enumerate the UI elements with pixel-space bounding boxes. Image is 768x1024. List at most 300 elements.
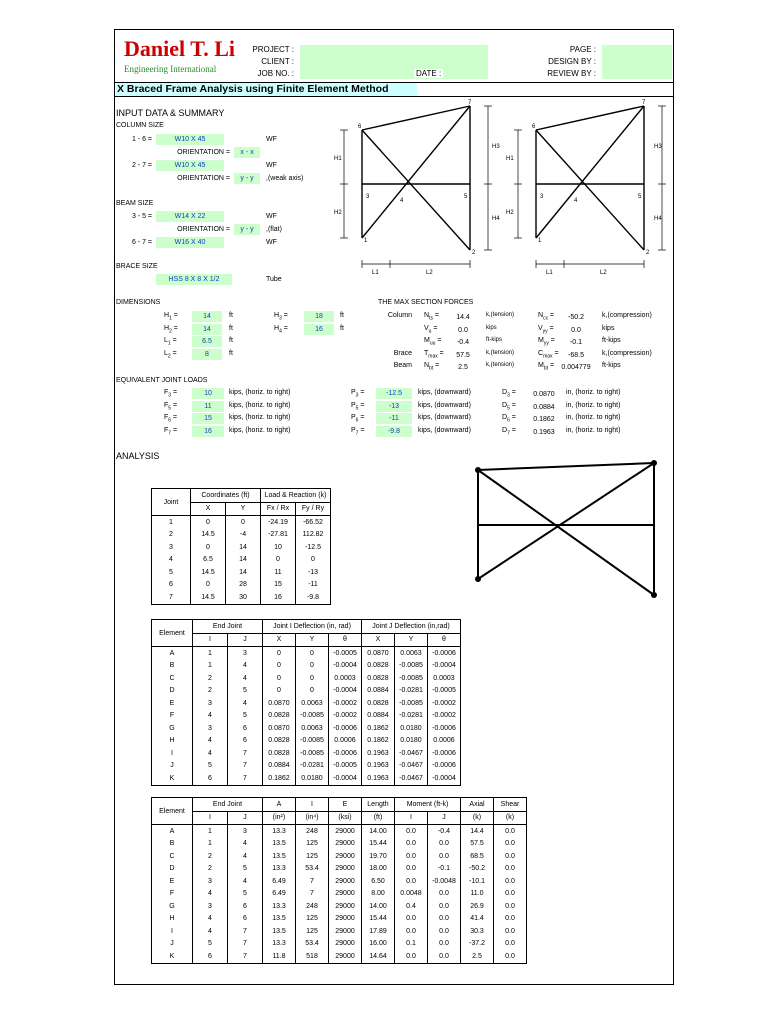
t3-cell-3-1: 2 [193,863,228,876]
joint-coordinates-table [151,488,331,605]
t2-cell-1-1: 1 [193,660,228,673]
t2-cell-8-2: 7 [228,747,263,760]
load-p-unit-0: kips, (downward) [418,389,471,396]
t3-cell-9-5: 29000 [329,938,362,951]
force-value-2-a: -0.4 [456,339,470,346]
t2-cell-9-0: J [152,760,193,773]
t3-cell-5-4: 7 [296,888,329,901]
t3-cell-3-9: -50.2 [461,863,494,876]
t2-cell-6-3: 0.0870 [263,722,296,735]
load-f-unit-0: kips, (horiz. to right) [229,389,291,396]
table-row [152,647,461,660]
t2-cell-3-4: 0 [296,685,329,698]
brace-type: Tube [266,276,282,283]
table-row [152,516,331,529]
load-d-label-0-equals: = [509,389,516,396]
t3-cell-4-6: 6.50 [362,875,395,888]
load-f-label-1 [164,402,177,411]
max-forces-heading: THE MAX SECTION FORCES [378,299,474,306]
table-header-row [152,811,527,825]
load-d-label-2-subscript: 6 [507,417,510,424]
t2-cell-4-4: 0.0063 [296,697,329,710]
diagram-h1-label-b: H1 [506,156,514,162]
t2-cell-0-3: 0 [263,647,296,660]
table-row [152,850,527,863]
diagram-node-1b: 1 [538,238,542,244]
dim-value-1-b[interactable]: 16 [304,324,334,335]
table-row [152,900,527,913]
orientation-3-label: ORIENTATION = [177,226,230,233]
t1-cell-5-0: 6 [152,579,191,592]
date-label: DATE : [416,69,442,78]
t2-cell-10-3: 0.1862 [263,772,296,785]
force-label-0-a-symbol: N [424,312,430,319]
t3-cell-8-6: 17.89 [362,925,395,938]
load-d-label-0-symbol: D [502,389,508,396]
brace-input[interactable]: HSS 8 X 8 X 1/2 [156,274,232,285]
t2-cell-9-1: 5 [193,760,228,773]
t3-cell-5-7: 0.0048 [395,888,428,901]
load-d-value-1: 0.0884 [533,403,555,411]
force-label-1-b-equals: = [547,324,554,332]
force-unit-3-a: k,(tension) [486,349,515,356]
force-label-0-a-subscript: ts [429,315,433,322]
t3-cell-1-8: 0.0 [428,838,461,851]
force-label-2-a [424,337,441,346]
t2-subheader-7: Y [395,633,428,647]
beam-6-7-input[interactable]: W16 X 40 [156,237,224,248]
t3-cell-0-10: 0.0 [494,825,527,838]
column-2-7-orientation[interactable]: y - y [234,173,260,184]
dim-value-3-a[interactable]: 8 [192,349,222,360]
diagram-h3-label: H3 [492,144,500,150]
load-f-label-0-subscript: 3 [168,392,172,399]
force-label-1-a [424,325,438,334]
t2-subheader-3: X [263,633,296,647]
review-by-label: REVIEW BY : [547,69,596,78]
t2-cell-2-2: 4 [228,672,263,685]
force-label-1-a-equals: = [431,324,438,332]
table-row [152,697,461,710]
t2-cell-10-6: 0.1963 [362,772,395,785]
company-name: Daniel T. Li [124,36,236,61]
client-label: CLIENT : [261,57,294,66]
t2-cell-9-8: -0.0006 [428,760,461,773]
dim-value-0-b[interactable]: 18 [304,311,334,322]
load-p-value-3[interactable]: -9.8 [376,426,412,437]
beam-6-7-type: WF [266,239,277,246]
t3-cell-4-3: 6.49 [263,875,296,888]
t2-cell-0-7: 0.0063 [395,647,428,660]
t1-cell-0-2: 0 [226,516,261,529]
force-value-0-b: -50.2 [568,314,584,321]
t1-cell-4-0: 5 [152,566,191,579]
dim-unit-0-a: ft [229,312,233,319]
t2-cell-4-0: E [152,697,193,710]
t2-cell-0-4: 0 [296,647,329,660]
load-f-label-3-subscript: 7 [168,429,172,436]
load-f-label-1-equals: = [171,401,178,409]
load-d-label-3-equals: = [509,426,516,434]
t2-cell-1-8: -0.0004 [428,660,461,673]
t3-cell-9-3: 13.3 [263,938,296,951]
t1-cell-1-3: -27.81 [261,529,296,542]
t3-cell-8-2: 7 [228,925,263,938]
joint-loads-heading: EQUIVALENT JOINT LOADS [116,377,208,384]
t2-cell-9-3: 0.0884 [263,760,296,773]
column-1-6-orientation[interactable]: x - x [234,147,260,158]
force-label-3-a-subscript: max [428,352,438,359]
t3-cell-7-9: 41.4 [461,913,494,926]
load-p-label-2-equals: = [358,414,365,421]
force-label-1-a-symbol: V [424,324,429,332]
t3-cell-10-1: 6 [193,950,228,963]
orientation-1-label: ORIENTATION = [177,149,230,156]
t3-cell-3-0: D [152,863,193,876]
t3-cell-8-5: 29000 [329,925,362,938]
table-header-row [152,798,527,812]
t3-cell-0-7: 0.0 [395,825,428,838]
t2-cell-9-7: -0.0467 [395,760,428,773]
t3-cell-10-7: 0.0 [395,950,428,963]
force-unit-2-a: ft-kips [486,337,503,343]
load-p-label-0 [351,389,365,398]
load-d-value-2: 0.1862 [533,416,555,423]
table-row [152,591,331,604]
force-label-3-a-equals: = [437,349,444,357]
t2-cell-5-5: -0.0002 [329,710,362,723]
load-d-label-3-symbol: D [502,426,508,434]
t3-cell-0-5: 29000 [329,825,362,838]
t1-subheader-4: Fy / Ry [296,502,331,516]
t2-cell-1-2: 4 [228,660,263,673]
load-f-label-1-symbol: F [164,401,169,409]
t2-cell-8-1: 4 [193,747,228,760]
t2-subheader-8: θ [428,633,461,647]
force-label-1-a-subscript: u [428,327,432,334]
t1-cell-6-3: 16 [261,591,296,604]
t1-cell-2-2: 14 [226,541,261,554]
t2-cell-0-2: 3 [228,647,263,660]
t3-cell-6-8: 0.0 [428,900,461,913]
t2-cell-10-5: -0.0004 [329,772,362,785]
t3-cell-6-4: 248 [296,900,329,913]
diagram-l2-label: L2 [426,270,433,276]
force-label-2-a-equals: = [435,337,442,344]
t3-cell-2-10: 0.0 [494,850,527,863]
column-1-6-input[interactable]: W10 X 45 [156,134,224,145]
dim-value-0-a[interactable]: 14 [192,311,222,322]
t3-cell-7-3: 13.5 [263,913,296,926]
diagram-node-1: 1 [364,238,368,244]
t2-cell-3-7: -0.0281 [395,685,428,698]
load-f-label-2-equals: = [171,414,178,421]
t1-cell-0-3: -24.19 [261,516,296,529]
t2-cell-2-3: 0 [263,672,296,685]
t2-cell-10-4: 0.0180 [296,772,329,785]
t2-cell-3-8: -0.0005 [428,685,461,698]
load-d-value-0: 0.0870 [533,391,555,398]
table-row [152,735,461,748]
load-f-value-1[interactable]: 11 [192,401,224,412]
t1-cell-3-2: 14 [226,554,261,567]
t1-header-coords: Coordinates (ft) [191,489,261,503]
load-p-label-0-equals: = [358,389,365,396]
t3-cell-7-1: 4 [193,913,228,926]
force-unit-4-a: k,(tension) [486,362,515,368]
t2-cell-1-7: -0.0085 [395,660,428,673]
t3-cell-0-6: 14.00 [362,825,395,838]
t3-cell-4-0: E [152,875,193,888]
t3-cell-0-9: 14.4 [461,825,494,838]
t3-cell-2-8: 0.0 [428,850,461,863]
t1-cell-2-1: 0 [191,541,226,554]
force-label-3-b-equals: = [552,349,559,357]
load-d-label-2-symbol: D [502,414,508,421]
t2-cell-8-6: 0.1963 [362,747,395,760]
dim-value-1-a[interactable]: 14 [192,324,222,335]
beam-3-5-input[interactable]: W14 X 22 [156,211,224,222]
beam-3-5-orientation[interactable]: y - y [234,224,260,235]
load-d-label-1-symbol: D [502,401,508,409]
t3-cell-5-5: 29000 [329,888,362,901]
diagram-node-5: 5 [464,194,468,200]
load-f-label-2-symbol: F [164,414,169,421]
t1-cell-1-1: 14.5 [191,529,226,542]
dim-label-3-a [164,350,177,359]
force-label-4-a-equals: = [433,362,440,369]
load-f-value-0[interactable]: 10 [192,388,224,399]
t3-cell-10-2: 7 [228,950,263,963]
t3-cell-4-1: 3 [193,875,228,888]
diagram-node-7b: 7 [642,100,646,106]
t2-cell-8-8: -0.0006 [428,747,461,760]
t2-subheader-4: Y [296,633,329,647]
t2-cell-8-0: I [152,747,193,760]
t2-cell-2-0: C [152,672,193,685]
load-d-label-3 [502,427,516,436]
diagram-node-4b: 4 [574,198,578,204]
t2-cell-6-5: -0.0006 [329,722,362,735]
dim-unit-3-a: ft [229,349,233,357]
dim-label-3-a-equals: = [170,349,177,357]
t3-cell-8-9: 30.3 [461,925,494,938]
t2-cell-9-4: -0.0281 [296,760,329,773]
load-f-value-3[interactable]: 16 [192,426,224,437]
load-p-label-0-symbol: P [351,389,356,396]
t2-subheader-2: J [228,633,263,647]
column-2-7-type: WF [266,162,277,169]
t1-cell-3-3: 0 [261,554,296,567]
column-size-heading: COLUMN SIZE [116,122,164,129]
t2-cell-4-8: -0.0002 [428,697,461,710]
t3-cell-6-9: 26.9 [461,900,494,913]
load-f-label-0-symbol: F [164,389,169,396]
t1-cell-4-2: 14 [226,566,261,579]
t2-header-element: Element [152,620,193,647]
dim-label-1-b-symbol: H [274,324,280,332]
t3-cell-4-5: 29000 [329,875,362,888]
t2-cell-2-6: 0.0828 [362,672,395,685]
t2-cell-2-1: 2 [193,672,228,685]
load-p-value-0[interactable]: -12.5 [376,388,412,399]
beam-3-5-label: 3 - 5 = [131,213,152,220]
force-label-2-a-subscript: uu [429,340,436,347]
t3-cell-6-5: 29000 [329,900,362,913]
t2-cell-2-4: 0 [296,672,329,685]
t1-cell-0-4: -66.52 [296,516,331,529]
t3-cell-1-9: 57.5 [461,838,494,851]
dim-label-2-a-symbol: L [164,337,168,344]
table-row [152,672,461,685]
t1-cell-6-0: 7 [152,591,191,604]
t2-header-joint-j: Joint J Deflection (in,rad) [362,620,461,634]
t2-cell-5-7: -0.0281 [395,710,428,723]
t3-cell-6-10: 0.0 [494,900,527,913]
column-2-7-note: ,(weak axis) [266,175,304,182]
t2-header-joint-i: Joint I Deflection (in, rad) [263,620,362,634]
column-2-7-input[interactable]: W10 X 45 [156,160,224,171]
diagram-h2-label: H2 [334,210,342,216]
t2-cell-5-3: 0.0828 [263,710,296,723]
dim-label-2-a [164,337,177,346]
t2-cell-4-1: 3 [193,697,228,710]
t3-cell-10-0: K [152,950,193,963]
t3-cell-8-1: 4 [193,925,228,938]
force-group-4: Beam [393,362,412,369]
t3-cell-1-6: 15.44 [362,838,395,851]
t3-cell-9-7: 0.1 [395,938,428,951]
table-row [152,863,527,876]
t2-cell-2-8: 0.0003 [428,672,461,685]
t2-cell-0-1: 1 [193,647,228,660]
t3-cell-3-4: 53.4 [296,863,329,876]
date-field[interactable] [450,68,488,79]
deformed-shape-diagram [470,455,662,601]
t2-cell-4-2: 4 [228,697,263,710]
t3-cell-7-10: 0.0 [494,913,527,926]
force-label-1-b-symbol: V [538,324,543,332]
t3-cell-9-8: 0.0 [428,938,461,951]
t2-cell-8-5: -0.0006 [329,747,362,760]
t3-cell-10-3: 11.8 [263,950,296,963]
diagram-l1-label: L1 [372,270,379,276]
diagram-node-4: 4 [400,198,404,204]
diagram-l1-label-b: L1 [546,270,553,276]
t3-cell-2-2: 4 [228,850,263,863]
t3-cell-1-0: B [152,838,193,851]
t3-cell-8-8: 0.0 [428,925,461,938]
table-row [152,838,527,851]
t3-cell-10-6: 14.64 [362,950,395,963]
diagram-node-5b: 5 [638,194,642,200]
load-p-value-2[interactable]: -11 [376,413,412,424]
force-label-3-a [424,350,444,359]
t3-cell-8-0: I [152,925,193,938]
beam-3-5-note: ,(flat) [266,226,282,233]
dim-label-3-a-symbol: L [164,349,168,357]
t3-cell-5-9: 11.0 [461,888,494,901]
t3-cell-7-6: 15.44 [362,913,395,926]
dim-label-0-a-symbol: H [164,312,170,319]
page-label: PAGE : [569,45,596,54]
dim-label-0-a [164,312,178,321]
load-d-label-1-equals: = [509,401,516,409]
t3-header-axial: Axial [461,798,494,812]
force-label-4-b-equals: = [548,362,555,369]
load-d-label-2-equals: = [509,414,516,421]
table-row [152,760,461,773]
force-unit-1-a: kips [486,324,497,331]
table-row [152,747,461,760]
t2-cell-1-6: 0.0828 [362,660,395,673]
t2-subheader-6: X [362,633,395,647]
t3-cell-10-4: 518 [296,950,329,963]
t2-cell-1-5: -0.0004 [329,660,362,673]
force-unit-2-b: ft-kips [602,337,621,344]
load-f-label-1-subscript: 5 [168,404,172,411]
t3-cell-4-4: 7 [296,875,329,888]
t1-cell-2-3: 10 [261,541,296,554]
t3-subheader-6: (ft) [362,811,395,825]
t2-cell-0-8: -0.0006 [428,647,461,660]
load-f-label-0-equals: = [171,389,178,396]
t3-cell-9-2: 7 [228,938,263,951]
force-value-3-a: 57.5 [456,351,470,359]
t2-cell-0-6: 0.0870 [362,647,395,660]
t3-header-a: A [263,798,296,812]
table-row [152,772,461,785]
t2-cell-9-5: -0.0005 [329,760,362,773]
dim-label-2-a-equals: = [170,337,177,344]
dim-value-2-a[interactable]: 6.5 [192,336,222,347]
t3-cell-5-6: 8.00 [362,888,395,901]
t2-cell-5-6: 0.0884 [362,710,395,723]
table-row [152,685,461,698]
t3-cell-2-1: 2 [193,850,228,863]
t3-subheader-3: (in²) [263,811,296,825]
t1-header-load: Load & Reaction (k) [261,489,331,503]
t3-cell-7-4: 125 [296,913,329,926]
t2-cell-8-7: -0.0467 [395,747,428,760]
t2-cell-7-7: 0.0180 [395,735,428,748]
beam-3-5-type: WF [266,213,277,220]
page-field[interactable] [602,45,672,79]
force-unit-0-a: k,(tension) [486,312,515,318]
force-label-2-b-subscript: yy [543,340,549,347]
force-label-0-b [538,312,554,321]
design-by-label: DESIGN BY : [548,57,596,66]
t3-cell-8-10: 0.0 [494,925,527,938]
table-row [152,541,331,554]
force-label-3-a-symbol: T [424,349,429,357]
t1-cell-1-2: -4 [226,529,261,542]
force-label-2-b-equals: = [548,337,555,344]
t1-header-joint: Joint [152,489,191,516]
t1-subheader-3: Fx / Rx [261,502,296,516]
t3-cell-3-2: 5 [228,863,263,876]
t3-cell-1-1: 1 [193,838,228,851]
load-p-label-1-subscript: 5 [355,404,359,411]
load-p-value-1[interactable]: -13 [376,401,412,412]
t2-cell-7-2: 6 [228,735,263,748]
load-f-value-2[interactable]: 15 [192,413,224,424]
force-label-4-a-subscript: bt [429,365,434,372]
t3-cell-3-7: 0.0 [395,863,428,876]
t2-cell-3-6: 0.0884 [362,685,395,698]
t3-cell-3-8: -0.1 [428,863,461,876]
force-label-2-b-symbol: M [538,337,544,344]
